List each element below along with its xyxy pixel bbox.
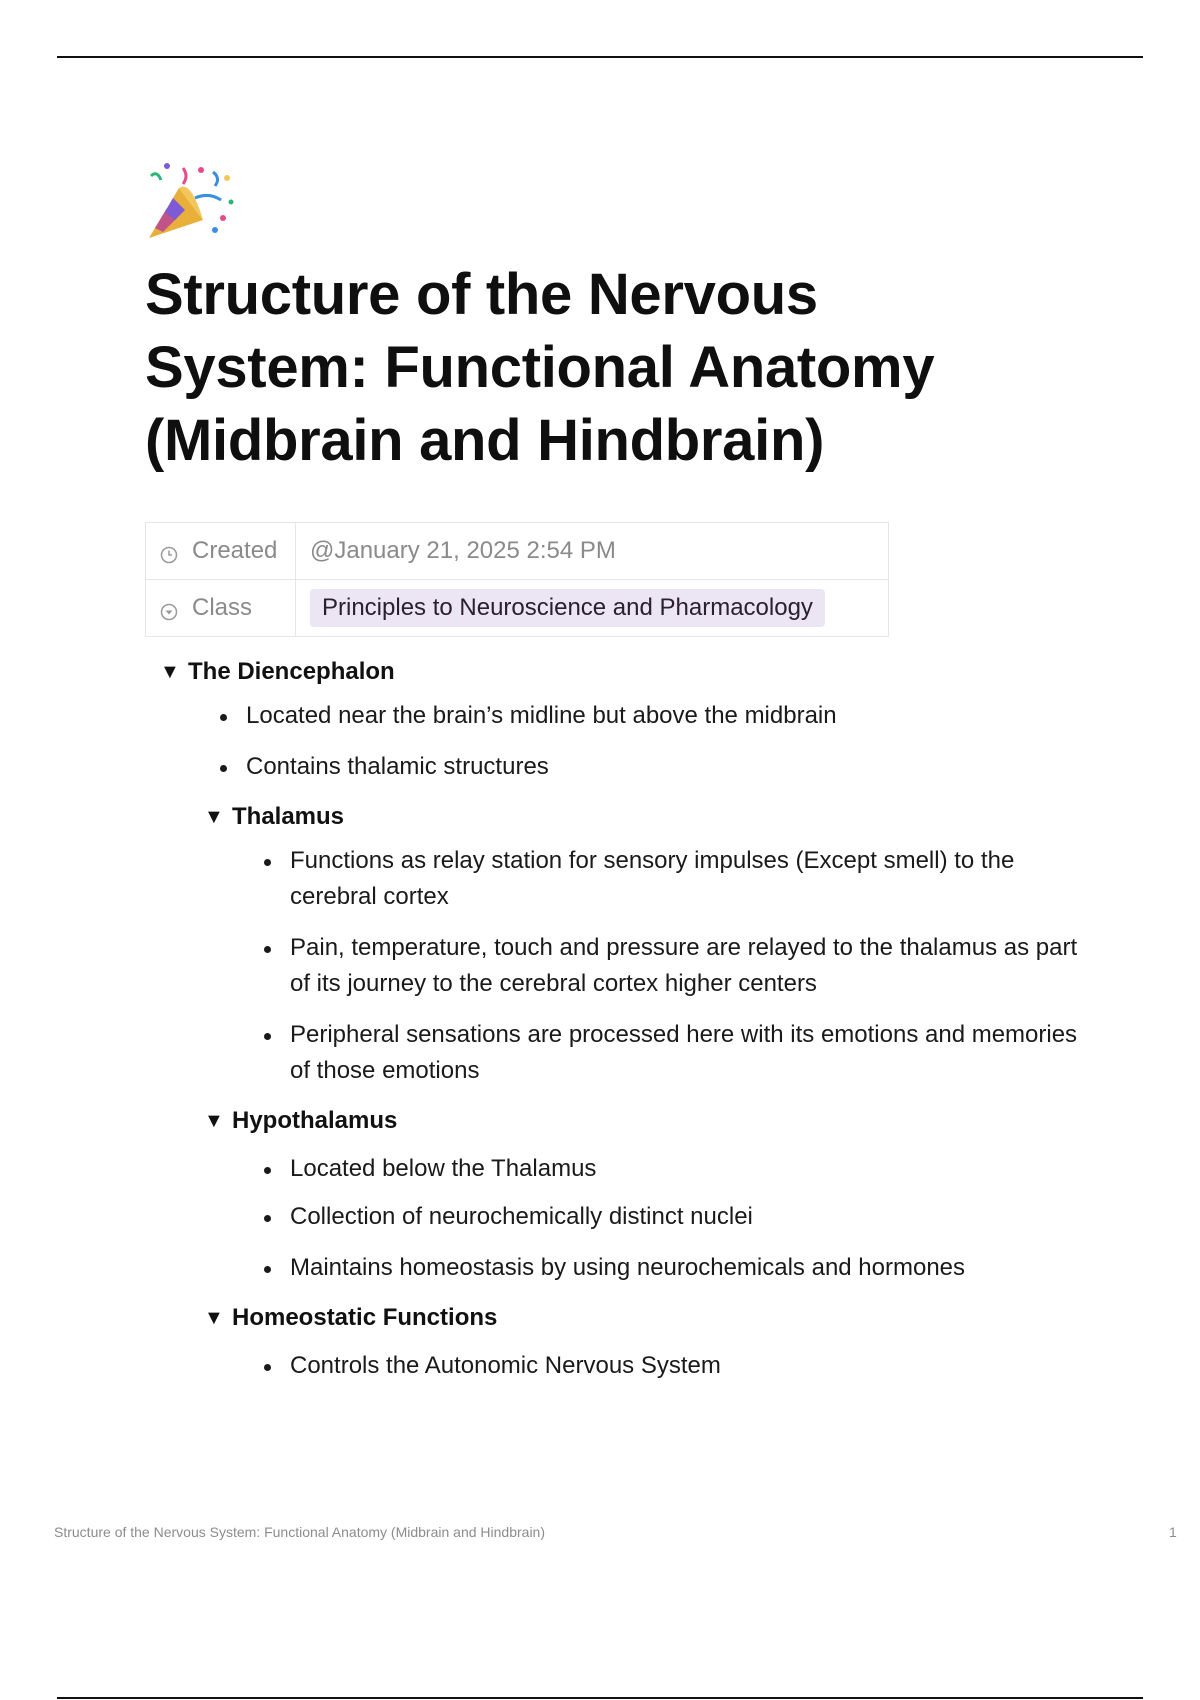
bullet-list — [204, 698, 1100, 785]
property-key[interactable] — [146, 523, 296, 579]
list-item: Pain, temperature, touch and pressure are relayed to the thalamus as part of its journey to the cerebral cortex higher centers — [248, 930, 1100, 1002]
toggle-heading-label: Hypothalamus — [232, 1107, 398, 1134]
bottom-rule — [57, 1697, 1143, 1699]
footer-title: Structure of the Nervous System: Functional Anatomy (Midbrain and Hindbrain) — [54, 1524, 546, 1540]
class-tag[interactable]: Principles to Neuroscience and Pharmacology — [310, 589, 825, 627]
created-date-value[interactable]: @January 21, 2025 2:54 PM — [310, 537, 616, 564]
page-content — [160, 652, 1100, 1384]
toggle-triangle-icon[interactable]: ▼ — [204, 1307, 224, 1329]
clock-icon — [160, 546, 178, 564]
bullet-list — [248, 1348, 1100, 1384]
property-key-label: Created — [192, 537, 278, 564]
list-item: Maintains homeostasis by using neurochemicals and hormones — [248, 1250, 1100, 1286]
toggle-heading-label: Homeostatic Functions — [232, 1304, 498, 1331]
toggle-heading-label: The Diencephalon — [188, 658, 395, 685]
toggle-heading[interactable] — [160, 652, 1100, 692]
toggle-heading[interactable] — [204, 1298, 1100, 1338]
toggle-diencephalon — [160, 652, 1100, 1384]
toggle-body — [204, 698, 1100, 1384]
toggle-heading-label: Thalamus — [232, 803, 345, 830]
properties-table — [145, 522, 889, 637]
select-icon — [160, 603, 178, 621]
list-item: Collection of neurochemically distinct nuclei — [248, 1199, 1100, 1235]
toggle-homeostatic-functions — [204, 1298, 1100, 1384]
bullet-list — [248, 843, 1100, 1089]
bullet-list — [248, 1151, 1100, 1286]
property-row-created — [146, 523, 888, 580]
top-rule — [57, 56, 1143, 58]
page-number: 1 — [1169, 1524, 1177, 1540]
property-row-class — [146, 580, 888, 636]
class-value[interactable] — [296, 580, 888, 636]
toggle-thalamus — [204, 797, 1100, 1089]
list-item: Located below the Thalamus — [248, 1151, 1100, 1187]
toggle-triangle-icon[interactable]: ▼ — [204, 806, 224, 828]
toggle-heading[interactable] — [204, 1101, 1100, 1141]
list-item: Peripheral sensations are processed here with its emotions and memories of those emotions — [248, 1017, 1100, 1089]
toggle-hypothalamus — [204, 1101, 1100, 1286]
property-key-label: Class — [192, 594, 253, 621]
list-item: Located near the brain’s midline but above the midbrain — [204, 698, 1100, 734]
list-item: Functions as relay station for sensory impulses (Except smell) to the cerebral cortex — [248, 843, 1100, 915]
list-item: Controls the Autonomic Nervous System — [248, 1348, 1100, 1384]
property-key[interactable] — [146, 580, 296, 636]
toggle-heading[interactable] — [204, 797, 1100, 837]
party-popper-icon — [143, 158, 237, 244]
page-title: Structure of the Nervous System: Functional Anatomy (Midbrain and Hindbrain) — [145, 262, 935, 473]
toggle-triangle-icon[interactable]: ▼ — [160, 661, 180, 683]
list-item: Contains thalamic structures — [204, 749, 1100, 785]
toggle-triangle-icon[interactable]: ▼ — [204, 1110, 224, 1132]
